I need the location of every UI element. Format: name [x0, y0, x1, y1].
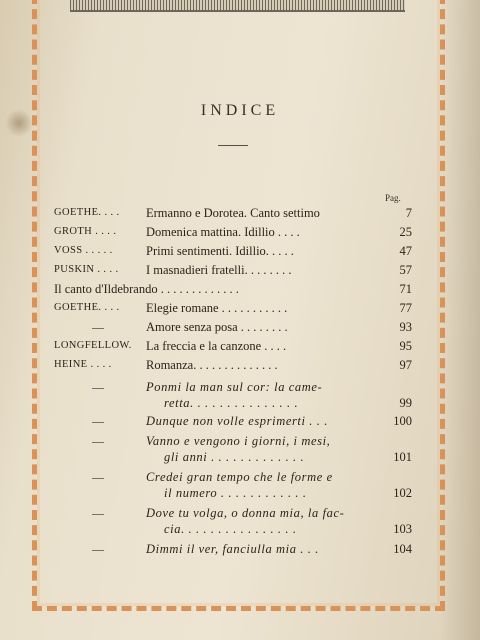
toc-page: 104	[393, 542, 412, 556]
toc-ditto-dash: —	[92, 434, 104, 448]
toc-page: 47	[399, 244, 412, 258]
toc-title: I masnadieri fratelli. . . . . . . .	[146, 263, 292, 277]
spine-shadow	[440, 0, 480, 640]
toc-title: retta. . . . . . . . . . . . . . .	[164, 396, 299, 410]
toc-ditto-dash: —	[92, 320, 104, 334]
toc-title: Dimmi il ver, fanciulla mia . . .	[146, 542, 319, 556]
toc-ditto-dash: —	[92, 506, 104, 520]
toc-title: Ponmi la man sul cor: la came-	[146, 380, 323, 394]
toc-title: Romanza. . . . . . . . . . . . . .	[146, 358, 278, 372]
toc-title: La freccia e la canzone . . . .	[146, 339, 287, 353]
toc-title: Dove tu volga, o donna mia, la fac-	[146, 506, 345, 520]
toc-title: Vanno e vengono i giorni, i mesi,	[146, 434, 331, 448]
toc-page: 100	[393, 414, 412, 428]
toc-author: LONGFELLOW.	[54, 340, 132, 351]
toc-page: 77	[399, 301, 412, 315]
toc-page: 102	[393, 486, 412, 500]
toc-author: GOETHE. . . .	[54, 302, 120, 313]
toc-page: 71	[399, 282, 412, 296]
toc-ditto-dash: —	[92, 414, 104, 428]
toc-title: Elegie romane . . . . . . . . . . .	[146, 301, 288, 315]
toc-title: Credei gran tempo che le forme e	[146, 470, 333, 484]
toc-page: 93	[399, 320, 412, 334]
toc-title: gli anni . . . . . . . . . . . . .	[164, 450, 305, 464]
title-rule	[218, 145, 248, 146]
toc-title: Il canto d'Ildebrando . . . . . . . . . . . . .	[54, 282, 239, 296]
toc-title: il numero . . . . . . . . . . . .	[164, 486, 307, 500]
page-title: INDICE	[200, 102, 280, 119]
toc-author: VOSS . . . . .	[54, 245, 113, 256]
toc-page: 7	[405, 206, 412, 220]
toc-page: 95	[399, 339, 412, 353]
toc-ditto-dash: —	[92, 470, 104, 484]
toc-ditto-dash: —	[92, 542, 104, 556]
toc-author: HEINE . . . .	[54, 359, 112, 370]
toc-ditto-dash: —	[92, 380, 104, 394]
toc-title: Amore senza posa . . . . . . . .	[146, 320, 288, 334]
toc-page: 97	[399, 358, 412, 372]
toc-author: PUSKIN . . . .	[54, 264, 119, 275]
toc-title: cia. . . . . . . . . . . . . . . .	[164, 522, 297, 536]
toc-page: 25	[399, 225, 412, 239]
toc-author: GROTH . . . .	[54, 226, 117, 237]
toc-page: 99	[399, 396, 412, 410]
page-column-heading: Pag.	[385, 193, 401, 203]
toc-title: Primi sentimenti. Idillio. . . . .	[146, 244, 294, 258]
toc-title: Ermanno e Dorotea. Canto settimo	[146, 206, 320, 220]
toc-page: 101	[393, 450, 412, 464]
toc-page: 57	[399, 263, 412, 277]
toc-title: Dunque non volle esprimerti . . .	[146, 414, 328, 428]
toc-title: Domenica mattina. Idillio . . . .	[146, 225, 300, 239]
toc-page: 103	[393, 522, 412, 536]
toc-author: GOETHE. . . .	[54, 207, 120, 218]
